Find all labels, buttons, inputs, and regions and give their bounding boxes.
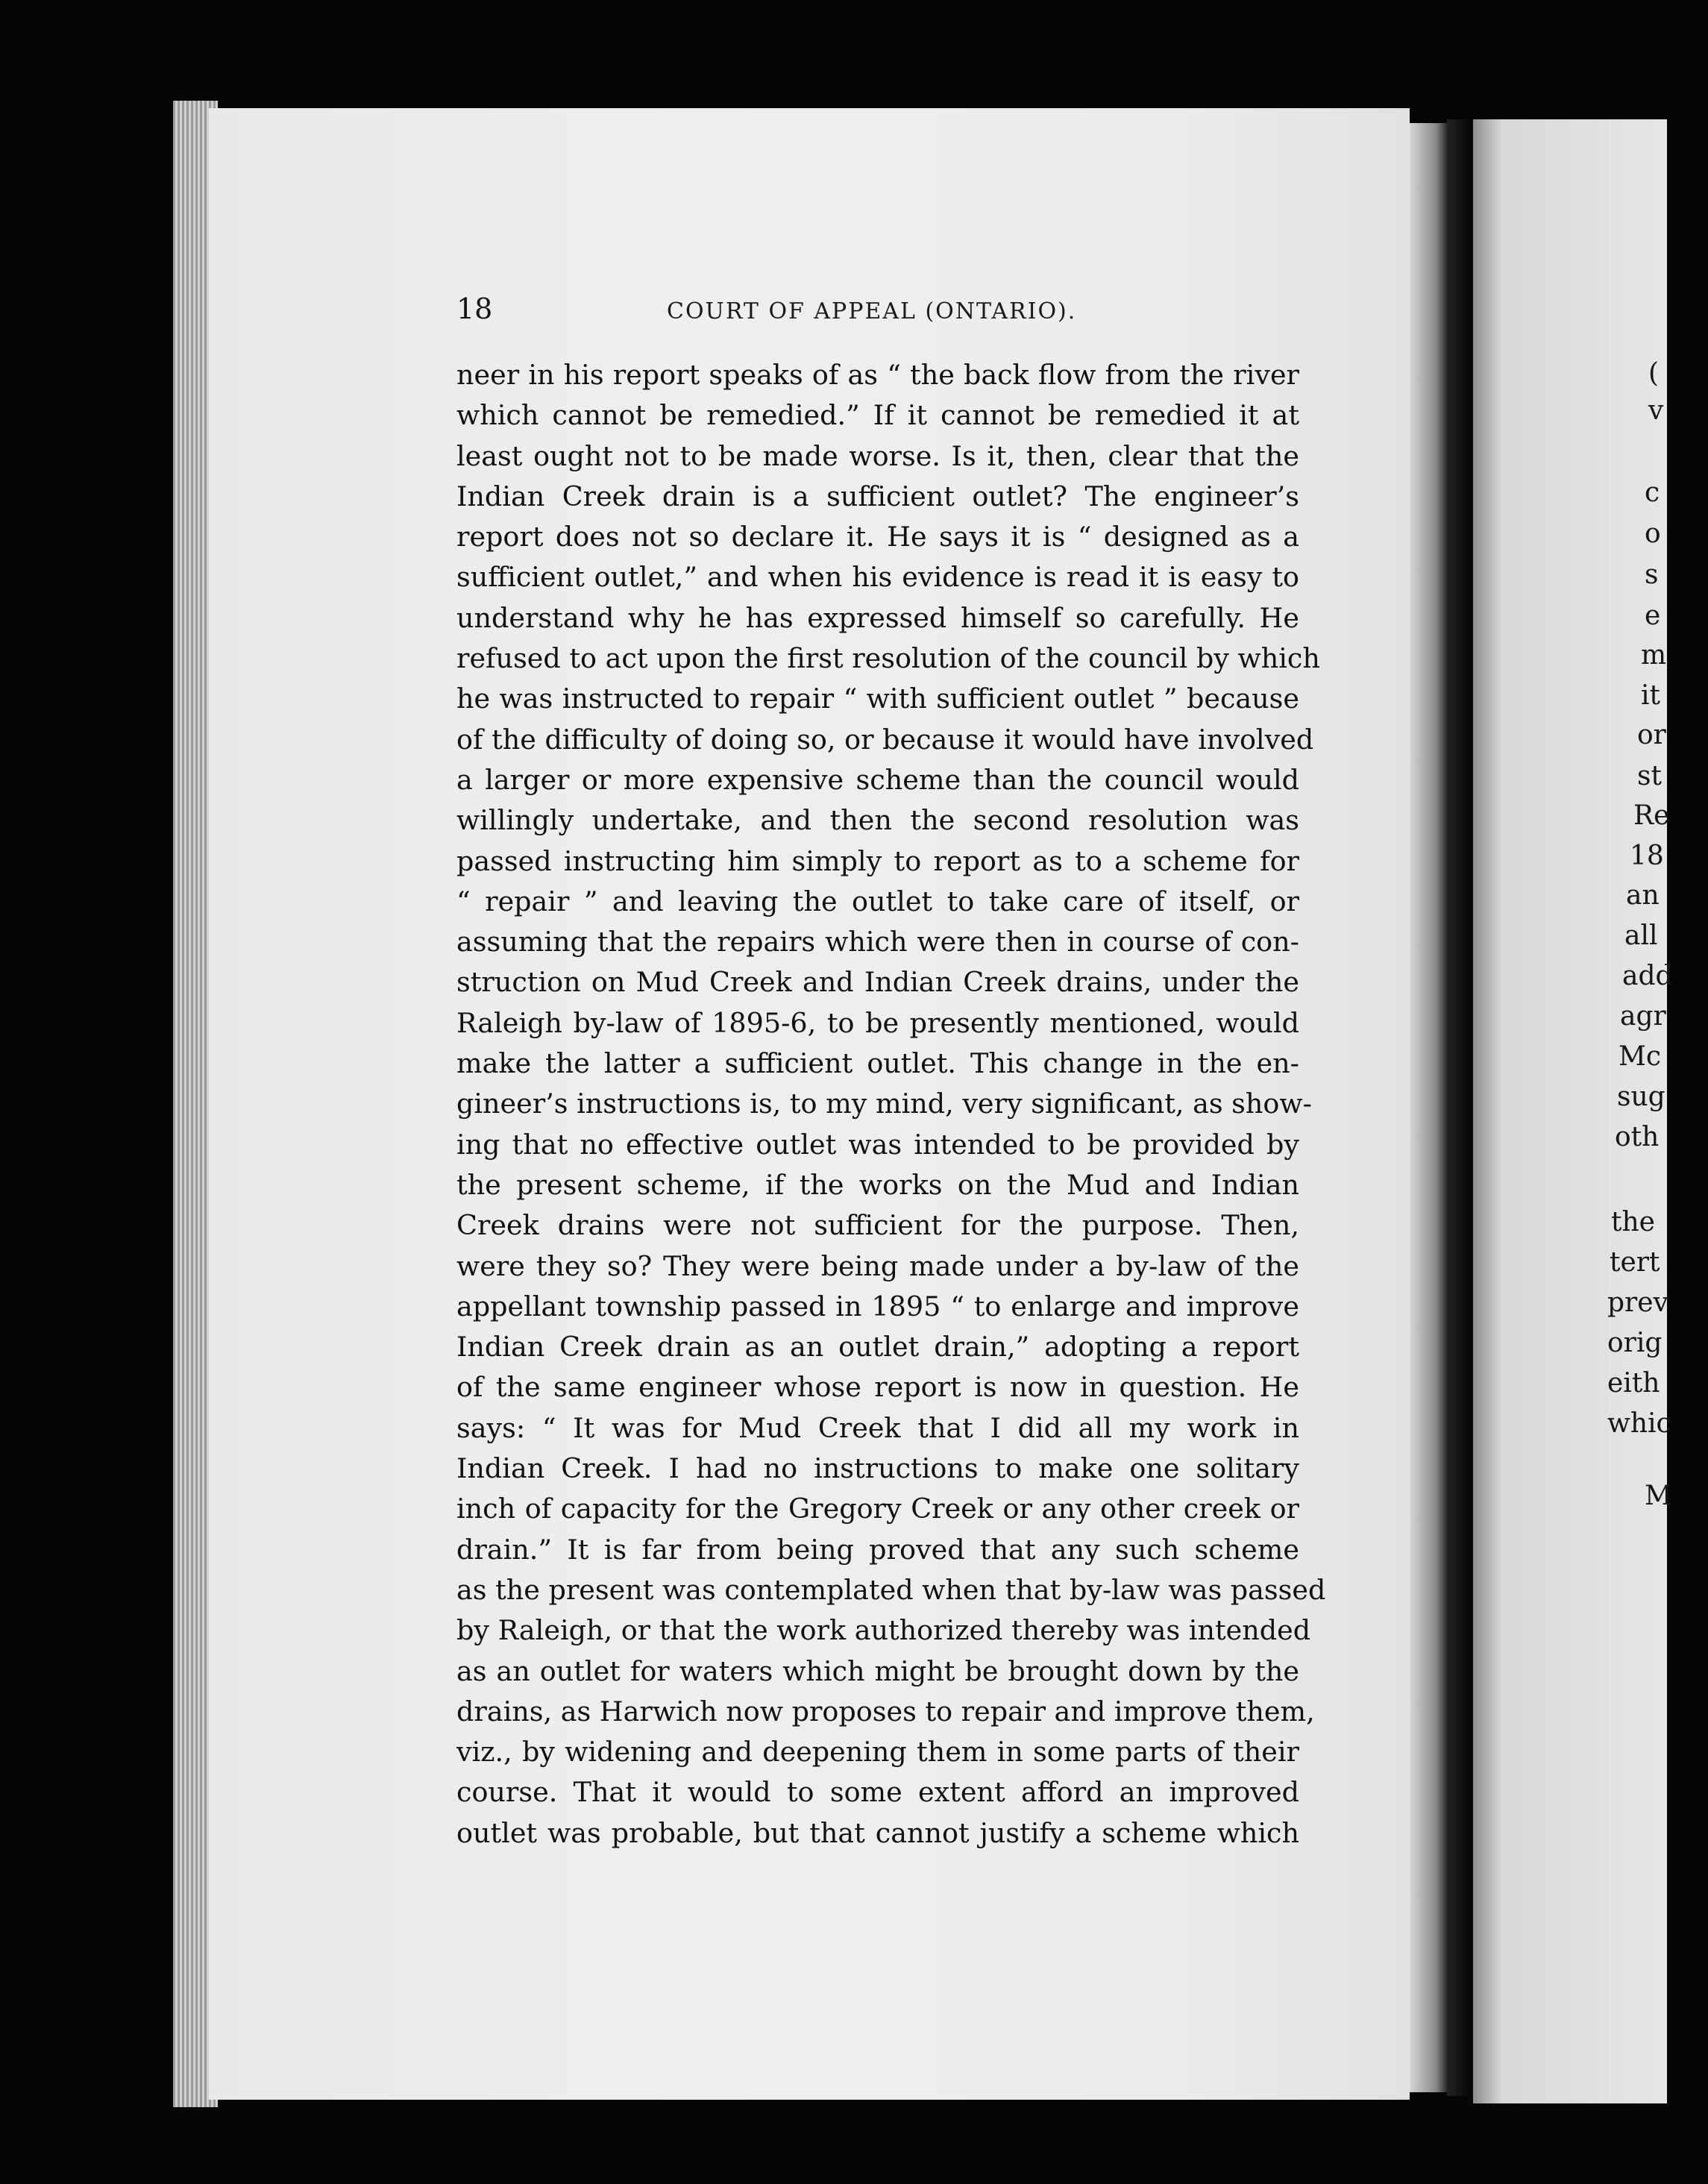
- facing-page-fragment: (: [1648, 358, 1660, 389]
- facing-page-fragment: sug: [1617, 1082, 1665, 1112]
- text-line: willingly undertake, and then the second resolution was: [456, 804, 1299, 837]
- text-line: course. That it would to some extent afford an improved: [456, 1776, 1299, 1809]
- text-line: assuming that the repairs which were then in course of con-: [456, 926, 1299, 958]
- facing-page-fragment: add: [1622, 961, 1673, 991]
- text-line: Raleigh by-law of 1895-6, to be presently mentioned, would: [456, 1006, 1299, 1039]
- text-line: says: “ It was for Mud Creek that I did all my work in: [456, 1411, 1299, 1444]
- facing-page-fragment: eith: [1607, 1368, 1660, 1399]
- text-line: gineer’s instructions is, to my mind, very significant, as show-: [456, 1088, 1312, 1120]
- facing-page-fragment: agr: [1620, 1001, 1666, 1032]
- facing-page-fragment: Mc: [1618, 1041, 1662, 1072]
- body-text: [456, 355, 1326, 1854]
- book-gutter: [1447, 119, 1477, 2096]
- running-head: COURT OF APPEAL (ONTARIO).: [667, 298, 1077, 324]
- text-line: a larger or more expensive scheme than the council would: [456, 763, 1299, 796]
- facing-page-fragment: prev: [1607, 1287, 1668, 1318]
- page-number: 18: [456, 292, 493, 325]
- text-line: Indian Creek drain as an outlet drain,” adopting a report: [456, 1331, 1299, 1364]
- text-line: least ought not to be made worse. Is it, then, clear that the: [456, 439, 1299, 472]
- facing-page-fragment: 18: [1630, 841, 1664, 871]
- facing-page-fragment: M: [1645, 1481, 1672, 1511]
- text-line: of the same engineer whose report is now in question. He: [456, 1371, 1299, 1404]
- text-line: ing that no effective outlet was intended to be provided by: [456, 1128, 1299, 1161]
- facing-page-fragment: Re: [1633, 800, 1670, 831]
- text-line: passed instructing him simply to report as to a scheme for: [456, 844, 1299, 877]
- facing-page-fragment: st: [1637, 761, 1662, 791]
- text-line: appellant township passed in 1895 “ to enlarge and improve: [456, 1290, 1299, 1322]
- facing-page-fragment: oth: [1615, 1122, 1660, 1152]
- text-line: of the difficulty of doing so, or because it would have involved: [456, 723, 1314, 756]
- facing-page-fragment: e: [1645, 600, 1661, 631]
- facing-page-fragment: an: [1626, 880, 1660, 911]
- text-line: make the latter a sufficient outlet. This change in the en-: [456, 1047, 1299, 1080]
- facing-page-fragment: orig: [1607, 1328, 1663, 1358]
- text-line: were they so? They were being made under a by-law of the: [456, 1249, 1299, 1282]
- text-line: “ repair ” and leaving the outlet to take care of itself, or: [456, 885, 1299, 917]
- text-line: sufficient outlet,” and when his evidence is read it is easy to: [456, 561, 1299, 594]
- facing-page-fragment: m: [1641, 640, 1667, 671]
- facing-page-fragment: all: [1624, 920, 1658, 951]
- text-line: understand why he has expressed himself so carefully. He: [456, 601, 1299, 634]
- facing-page-fragment: or: [1637, 720, 1666, 750]
- page-header: [456, 292, 1314, 330]
- text-line: which cannot be remedied.” If it cannot be remedied it at: [456, 399, 1299, 432]
- text-line: Indian Creek. I had no instructions to make one solitary: [456, 1452, 1299, 1485]
- text-line: as an outlet for waters which might be brought down by the: [456, 1654, 1299, 1687]
- text-line: drains, as Harwich now proposes to repair and improve them,: [456, 1695, 1315, 1728]
- text-line: report does not so declare it. He says it is “ designed as a: [456, 521, 1299, 553]
- facing-page-fragment: it: [1641, 680, 1660, 711]
- text-line: by Raleigh, or that the work authorized thereby was intended: [456, 1614, 1311, 1647]
- text-line: the present scheme, if the works on the Mud and Indian: [456, 1168, 1299, 1201]
- text-line: Indian Creek drain is a sufficient outlet? The engineer’s: [456, 480, 1299, 512]
- facing-page-fragment: v: [1648, 395, 1664, 426]
- facing-page-fragment: s: [1645, 559, 1659, 590]
- facing-page-fragment: whic: [1607, 1408, 1671, 1439]
- text-line: he was instructed to repair “ with sufficient outlet ” because: [456, 682, 1299, 715]
- text-line: neer in his report speaks of as “ the back flow from the river: [456, 359, 1299, 391]
- text-line: struction on Mud Creek and Indian Creek drains, under the: [456, 966, 1299, 999]
- text-line: viz., by widening and deepening them in some parts of their: [456, 1736, 1299, 1769]
- facing-page-fragment: c: [1645, 477, 1660, 508]
- text-line: as the present was contemplated when that by-law was passed: [456, 1573, 1326, 1606]
- text-line: Creek drains were not sufficient for the purpose. Then,: [456, 1209, 1299, 1242]
- text-line: outlet was probable, but that cannot justify a scheme which: [456, 1816, 1299, 1849]
- text-line: drain.” It is far from being proved that any such scheme: [456, 1533, 1299, 1566]
- facing-page-fragment: o: [1645, 518, 1661, 549]
- text-line: inch of capacity for the Gregory Creek or any other creek or: [456, 1493, 1299, 1525]
- facing-page-fragment: the: [1611, 1207, 1655, 1237]
- text-line: refused to act upon the first resolution of the council by which: [456, 642, 1320, 675]
- page-curl-shadow: [1410, 123, 1447, 2092]
- facing-page-fragment: tert: [1610, 1247, 1660, 1278]
